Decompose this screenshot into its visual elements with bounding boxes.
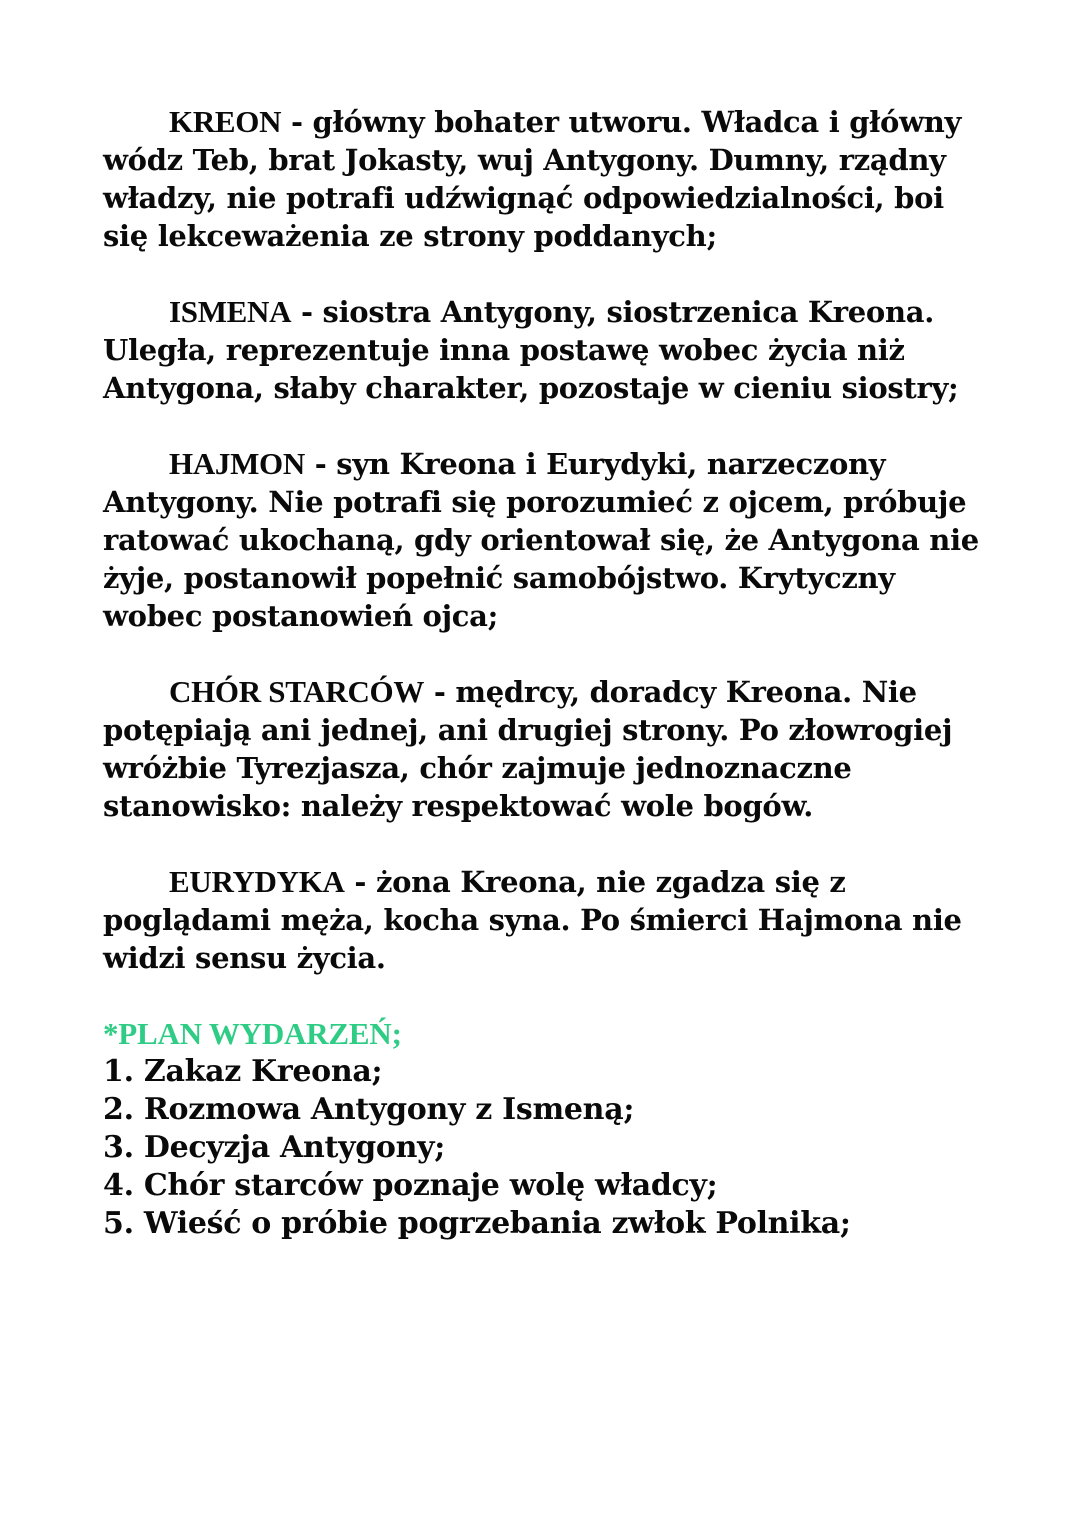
plan-item: 5. Wieść o próbie pogrzebania zwłok Polnika; bbox=[103, 1206, 851, 1241]
plan-section-title: *PLAN WYDARZEŃ; bbox=[103, 1016, 402, 1051]
character-name: ISMENA bbox=[169, 294, 292, 329]
plan-list bbox=[103, 1053, 983, 1243]
character-description: - siostra Antygony, siostrzenica Kreona. Uległa, reprezentuje inna postawę wobec życia niż Antygona, słaby charakter, pozostaje w cieniu siostry; bbox=[103, 295, 959, 405]
character-description: - syn Kreona i Eurydyki, narzeczony Antygony. Nie potrafi się porozumieć z ojcem, próbuje ratować ukochaną, gdy orientował się, że Antygona nie żyje, postanowił popełnić samobójstwo. Krytyczny wobec postanowień ojca; bbox=[103, 447, 979, 633]
character-name: KREON bbox=[169, 104, 282, 139]
plan-item: 4. Chór starców poznaje wolę władcy; bbox=[103, 1168, 718, 1203]
plan-item: 3. Decyzja Antygony; bbox=[103, 1130, 446, 1165]
character-name: CHÓR STARCÓW bbox=[169, 674, 425, 709]
plan-item: 1. Zakaz Kreona; bbox=[103, 1054, 383, 1089]
plan-item: 2. Rozmowa Antygony z Ismeną; bbox=[103, 1092, 635, 1127]
character-description: - mędrcy, doradcy Kreona. Nie potępiają ani jednej, ani drugiej strony. Po złowrogiej wróżbie Tyrezjasza, chór zajmuje jednoznaczne stanowisko: należy respektować wole bogów. bbox=[103, 675, 953, 823]
document-page bbox=[103, 103, 983, 1243]
character-description: - żona Kreona, nie zgadza się z poglądami męża, kocha syna. Po śmierci Hajmona nie widzi sensu życia. bbox=[103, 865, 962, 975]
character-name: EURYDYKA bbox=[169, 864, 345, 899]
character-entry-ismena bbox=[103, 293, 983, 407]
character-entry-kreon bbox=[103, 103, 983, 255]
character-entry-hajmon bbox=[103, 445, 983, 635]
character-description: - główny bohater utworu. Władca i główny wódz Teb, brat Jokasty, wuj Antygony. Dumny, rządny władzy, nie potrafi udźwignąć odpowiedzialności, boi się lekceważenia ze strony poddanych; bbox=[103, 105, 962, 253]
character-name: HAJMON bbox=[169, 446, 305, 481]
character-entry-chor-starcow bbox=[103, 673, 983, 825]
character-entry-eurydyka bbox=[103, 863, 983, 977]
